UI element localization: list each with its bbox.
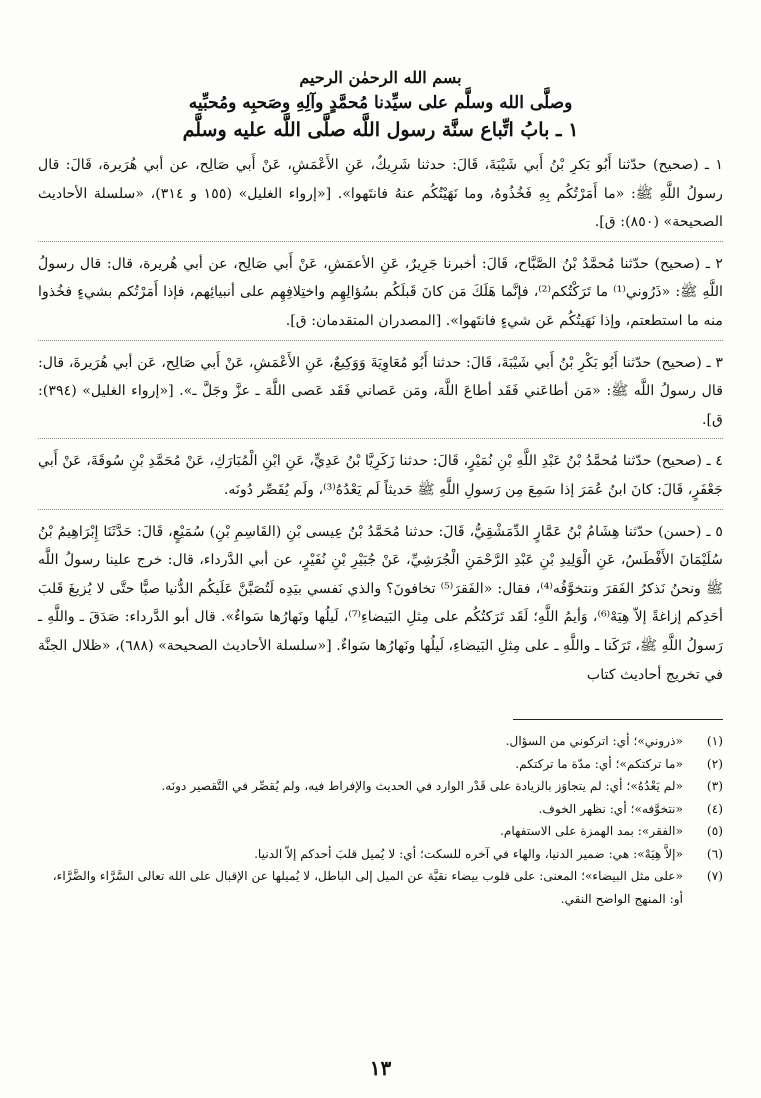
footnote-text: «ذروني»؛ أي: اتركوني من السؤال.	[505, 734, 683, 749]
footnote-number: (٦)	[706, 846, 723, 861]
footnote-number: (٣)	[706, 779, 723, 794]
footnote-text: «الفقر»: بمد الهمزة على الاستفهام.	[500, 824, 683, 839]
footnote	[38, 820, 723, 843]
dotted-divider	[38, 509, 723, 510]
footnote-text: «ما تركتكم»؛ أي: مدّة ما تركتكم.	[515, 756, 683, 771]
footnote-text: «نتخوَّفه»؛ أي: نظهر الخوف.	[538, 801, 683, 816]
dotted-divider	[38, 438, 723, 439]
footnote-number: (٢)	[706, 756, 723, 771]
footnote-text: «لم يَعْدُهُ»؛ أي: لم يتجاوَز بالزيادة على قَدْر الوارد في الحديث والإفراط فيه، ولم يُقصِّر في التَّقصير دونَه.	[161, 779, 683, 794]
footnote	[38, 865, 723, 910]
footnote	[38, 730, 723, 753]
footnote	[38, 798, 723, 821]
basmala: بسم الله الرحمٰن الرحيم	[299, 68, 462, 87]
footnote-text: «على مثل البيضاء»؛ المعنى: على قلوب بيضاء نقيَّة عن الميل إلى الباطل، لا يُميلها عن الإقبال على الله تعالى السَّرَّاء والضَّرَّاء، أو: المنهج الواضح النقي.	[52, 869, 683, 906]
chapter-title: ١ ـ بابُ اتِّباع سنَّة رسول اللَّه صلَّى اللَّه عليه وسلَّم	[182, 119, 579, 141]
footnote	[38, 843, 723, 866]
hadith-1: ١ ـ (صحيح) حدّثنا أَبُو بَكرِ بْنُ أَبي شَيْبَةَ، قَالَ: حدثنا شَرِيكٌ، عَنِ الأَعْمَشِ، عَنْ أَبي صَالِح، عن أبي هُرَيرة، قَالَ: قال رسولُ اللَّهِ ﷺ: «ما أَمَرْتُكُم بِهِ فَخُذُوهُ، وما نَهَيْتُكُم عنهُ فانتَهوا». [«إرواء الغليل» (١٥٥ و ٣١٤)، «سلسلة الأحاديث الصحيحة» (٨٥٠): ق].	[38, 157, 724, 231]
footnote	[38, 775, 723, 798]
footnote-number: (٧)	[706, 869, 723, 884]
hadith-2: ٢ ـ (صحيح) حدّثنا مُحمَّدُ بْنُ الصَّبَّاح، قَالَ: أخبرنا جَرِيرٌ، عَنِ الأعمَشِ، عَنْ أَبي صَالِح، عن أبي هُريرة، قال: قال رسولُ اللَّهِ ﷺ: «ذَرُوني⁽¹⁾ ما تَرَكْتُكم⁽²⁾، فإنَّما هَلَكَ مَن كانَ قَبلَكُم بسُؤالِهِم واختِلافِهِم على أنبيائِهم، فإذا أَمَرْتُكم بشيءٍ فخُذوا منه ما استطعتم، وإذا نَهَيتُكُم عَن شيءٍ فانتَهوا». [المصدران المتقدمان: ق].	[38, 255, 723, 329]
footnote-number: (٤)	[706, 801, 723, 816]
footnote	[38, 753, 723, 776]
hadith-5: ٥ ـ (حسن) حدّثنا هِشَامُ بْنُ عَمَّارٍ الدِّمَشْقِيُّ، قَالَ: حدثنا مُحَمَّدُ بْنُ عِيسى بْنِ (القَاسِمِ بْنِ) سُمَيْعٍ، قَالَ: حَدَّثَنَا إِبْرَاهِيمُ بْنُ سُلَيْمَانَ الأَفْطَسُ، عَنِ الْوَلِيدِ بْنِ عَبْدِ الرَّحْمَنِ الْجُرَشِيِّ، عَنْ جُبَيْرِ بْنِ نُفَيْرٍ، عن أبي الدَّرداء، قال: خرج علينا رسولُ اللَّه ﷺ ونحنُ نَذكرُ الفَقرَ ونتخوَّفُه⁽⁴⁾، فقال: «الفَقرَ⁽⁵⁾ تخافونَ؟ والذي نَفسي بيَدِه لَتُصَبَّنَّ عَلَيكُم الدُّنيا صبًّا حتَّى لا يُزيغَ قَلبَ أحَدِكم إزاغةً إلاّ هِيَهْ⁽⁶⁾، وَأيمُ اللَّهِ؛ لَقَد تَرَكتُكُم على مِثلِ البَيضاءِ⁽⁷⁾، لَيلُها ونَهارُها سَواءٌ». قال أبو الدَّرداء: صَدَقَ ـ واللَّهِ ـ رَسولُ اللَّهِ ﷺ، تَرَكَنا ـ واللَّهِ ـ على مِثلِ البَيضاءِ، لَيلُها ونَهارُها سَواءٌ. [«سلسلة الأحاديث الصحيحة» (٦٨٨)، «ظلال الجنَّة في تخريج أحاديث كتاب	[38, 523, 723, 683]
footnote-separator	[513, 719, 723, 720]
footnote-number: (١)	[706, 734, 723, 749]
page-number: ١٣	[369, 1056, 392, 1080]
dotted-divider	[38, 241, 723, 242]
footnote-number: (٥)	[706, 824, 723, 839]
salat-line: وصلَّى الله وسلَّم على سيِّدنا مُحمَّدٍ وآلِهِ وصَحبِه ومُحبِّيه	[188, 93, 573, 113]
hadith-3: ٣ ـ (صحيح) حدّثنا أَبُو بَكْرِ بْنُ أَبي شَيْبَةَ، قَالَ: حدثنا أَبُو مُعَاوِيَةَ وَوَكِيعٌ، عَنِ الأَعْمَشِ، عَنْ أَبي صَالِح، عَن أبي هُرَيرةَ، قال: قال رسولُ اللَّه ﷺ: «مَن أطاعَني فَقَد أطاعَ اللَّهَ، ومَن عَصاني فَقَد عَصى اللَّهَ ـ عزَّ وجَلَّ ـ». [«إرواء الغليل» (٣٩٤): ق].	[38, 354, 723, 428]
footnote-text: «إلاَّ هِيَهْ»: هي: ضمير الدنيا، والهاء في آخره للسكت؛ أي: لا يُميل قلبَ أحدكم إلاّ الدنيا.	[254, 846, 683, 861]
hadith-4: ٤ ـ (صحيح) حدّثنا مُحمَّدُ بْنُ عَبْدِ اللَّهِ بْنِ نُمَيْرٍ، قَالَ: حدثنا زَكَرِيَّا بْنُ عَدِيٍّ، عَنِ ابْنِ الْمُبَارَكِ، عَنْ مُحَمَّدِ بْنِ سُوقَةَ، عَنْ أَبي جَعْفَرٍ، قَالَ: كانَ ابنُ عُمَرَ إذا سَمِعَ مِن رَسولِ اللَّهِ ﷺ حَديثاً لَم يَعْدُهُ⁽³⁾، ولَم يُقَصِّر دُونَه.	[38, 453, 723, 498]
book-page	[38, 68, 723, 1078]
footnotes	[38, 730, 723, 910]
dotted-divider	[38, 340, 723, 341]
